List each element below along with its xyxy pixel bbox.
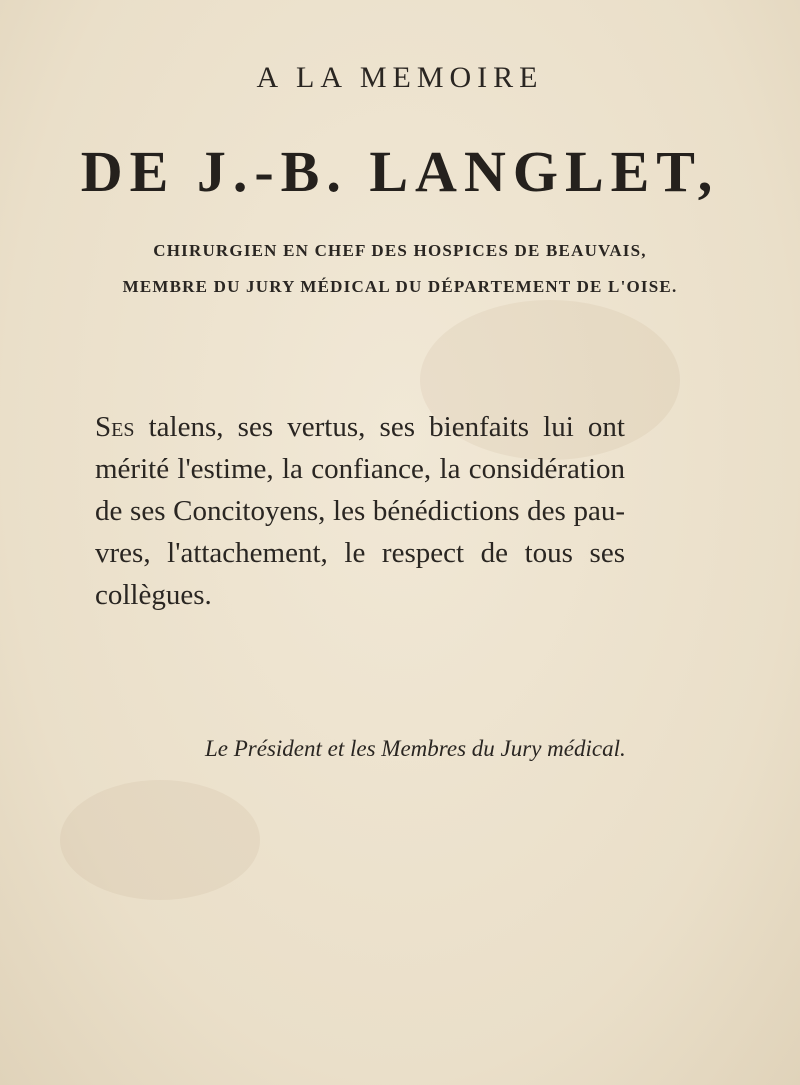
signature-line: Le Président et les Membres du Jury médical. bbox=[205, 736, 626, 761]
tribute-line-5: collègues. bbox=[95, 579, 212, 611]
tribute-first-word: Ses bbox=[95, 411, 135, 443]
honoree-title-line-1: CHIRURGIEN EN CHEF DES HOSPICES DE BEAUVAIS, bbox=[153, 241, 647, 260]
tribute-line-1 bbox=[95, 410, 625, 444]
paper-stain bbox=[60, 780, 260, 900]
tribute-line-3: de ses Concitoyens, les bénédictions des pau- bbox=[95, 495, 625, 527]
dedication-heading: A LA MEMOIRE bbox=[256, 61, 544, 94]
honoree-name: DE J.-B. LANGLET, bbox=[80, 139, 720, 204]
tribute-line-1-text: talens, ses vertus, ses bienfaits lui ont bbox=[134, 411, 625, 443]
honoree-title-line-2: MEMBRE DU JURY MÉDICAL DU DÉPARTEMENT DE L'OISE. bbox=[122, 277, 678, 296]
tribute-line-4: vres, l'attachement, le respect de tous ses bbox=[95, 537, 625, 569]
tribute-line-2: mérité l'estime, la confiance, la considération bbox=[95, 453, 625, 485]
